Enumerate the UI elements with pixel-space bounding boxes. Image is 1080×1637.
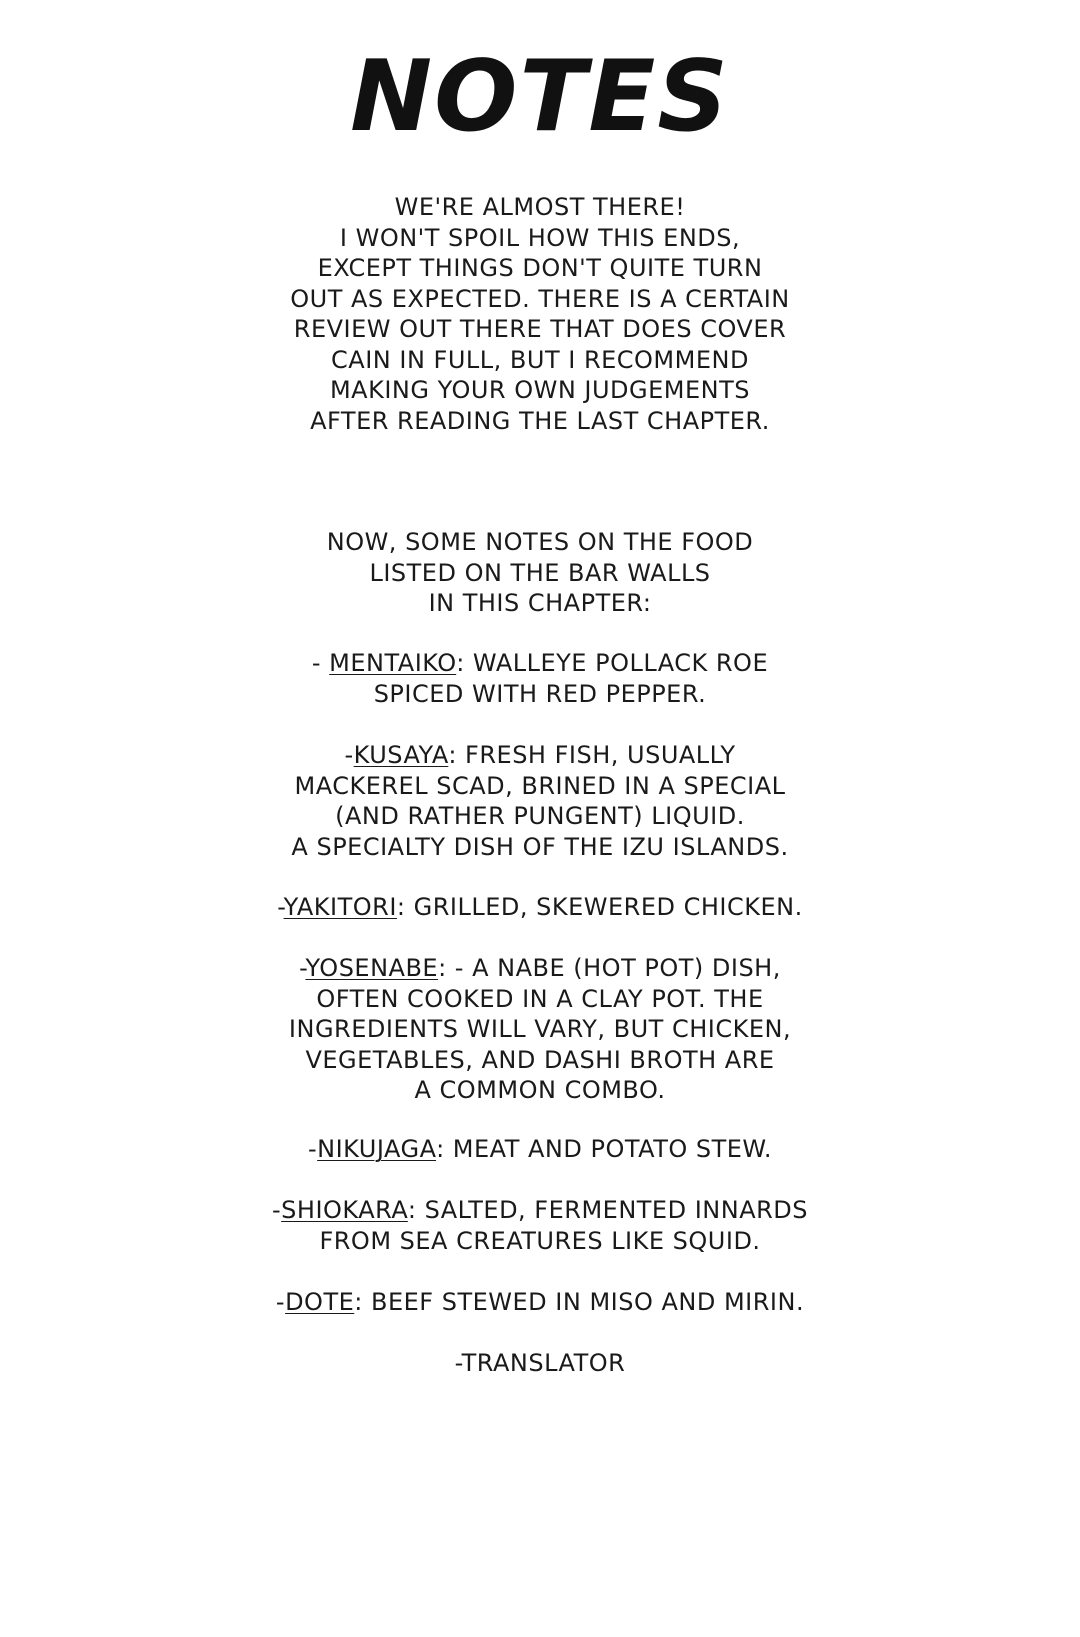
intro-line: WE'RE ALMOST THERE! (394, 193, 686, 221)
note-definition: : FRESH FISH, USUALLY (448, 741, 736, 769)
food-term: YOSENABE (305, 954, 439, 982)
food-note-line: (AND RATHER PUNGENT) LIQUID. (335, 802, 745, 830)
note-definition: : BEEF STEWED IN MISO AND MIRIN. (354, 1288, 805, 1316)
intro-line: AFTER READING THE LAST CHAPTER. (310, 406, 770, 435)
intro-line: OUT AS EXPECTED. THERE IS A CERTAIN (290, 284, 790, 313)
food-term: KUSAYA (353, 741, 449, 769)
food-note-line (0, 740, 1080, 771)
food-note-line: A SPECIALTY DISH OF THE IZU ISLANDS. (291, 832, 789, 861)
intro-line: MAKING YOUR OWN JUDGEMENTS (329, 376, 751, 404)
intro-line: REVIEW OUT THERE THAT DOES COVER (293, 315, 787, 343)
food-intro-line: LISTED ON THE BAR WALLS (369, 558, 711, 587)
food-note-line (0, 1287, 1080, 1318)
intro-line: I WON'T SPOIL HOW THIS ENDS, (339, 223, 741, 252)
note-definition: : MEAT AND POTATO STEW. (436, 1135, 773, 1163)
intro-paragraph (0, 192, 1080, 436)
note-prefix: - (275, 1288, 286, 1316)
food-note-line: INGREDIENTS WILL VARY, BUT CHICKEN, (288, 1015, 792, 1043)
note-prefix: - (344, 741, 354, 769)
food-term: YAKITORI (283, 893, 397, 921)
food-note-line: SPICED WITH RED PEPPER. (373, 679, 707, 708)
signature-line: -TRANSLATOR (454, 1349, 626, 1377)
food-term: SHIOKARA (281, 1196, 408, 1224)
note-prefix: - (272, 1196, 282, 1224)
food-note-line (0, 1134, 1080, 1165)
page-title: NOTES (350, 40, 730, 154)
food-note-shiokara (0, 1195, 1080, 1256)
food-note-line: VEGETABLES, AND DASHI BROTH ARE (305, 1045, 775, 1074)
food-term: DOTE (285, 1288, 355, 1316)
food-note-kusaya (0, 740, 1080, 862)
food-note-line (0, 1195, 1080, 1226)
food-intro-line: NOW, SOME NOTES ON THE FOOD (326, 528, 754, 556)
food-note-line (0, 892, 1080, 923)
food-note-line: FROM SEA CREATURES LIKE SQUID. (319, 1226, 761, 1255)
food-intro-paragraph (0, 527, 1080, 619)
food-note-line: MACKEREL SCAD, BRINED IN A SPECIAL (294, 771, 786, 800)
food-note-line: A COMMON COMBO. (414, 1076, 666, 1104)
food-note-line: OFTEN COOKED IN A CLAY POT. THE (316, 984, 764, 1013)
food-term: NIKUJAGA (317, 1135, 437, 1163)
food-term: MENTAIKO (329, 649, 457, 677)
note-definition: : - A NABE (HOT POT) DISH, (438, 954, 781, 982)
food-note-yosenabe (0, 953, 1080, 1106)
translator-signature (0, 1348, 1080, 1379)
intro-line: EXCEPT THINGS DON'T QUITE TURN (317, 254, 763, 282)
food-intro-line: IN THIS CHAPTER: (428, 589, 652, 617)
food-note-dote (0, 1287, 1080, 1318)
note-definition: : SALTED, FERMENTED INNARDS (407, 1196, 808, 1224)
note-definition: : WALLEYE POLLACK ROE (456, 649, 769, 677)
note-definition: : GRILLED, SKEWERED CHICKEN. (396, 893, 803, 921)
food-note-line (0, 953, 1080, 984)
note-prefix: - (311, 649, 330, 677)
intro-line: CAIN IN FULL, BUT I RECOMMEND (331, 345, 749, 374)
note-prefix: - (277, 893, 284, 921)
food-note-yakitori (0, 892, 1080, 923)
food-note-nikujaga (0, 1134, 1080, 1165)
food-note-line (0, 648, 1080, 679)
note-prefix: - (299, 954, 306, 982)
food-note-mentaiko (0, 648, 1080, 709)
note-prefix: - (307, 1135, 318, 1163)
